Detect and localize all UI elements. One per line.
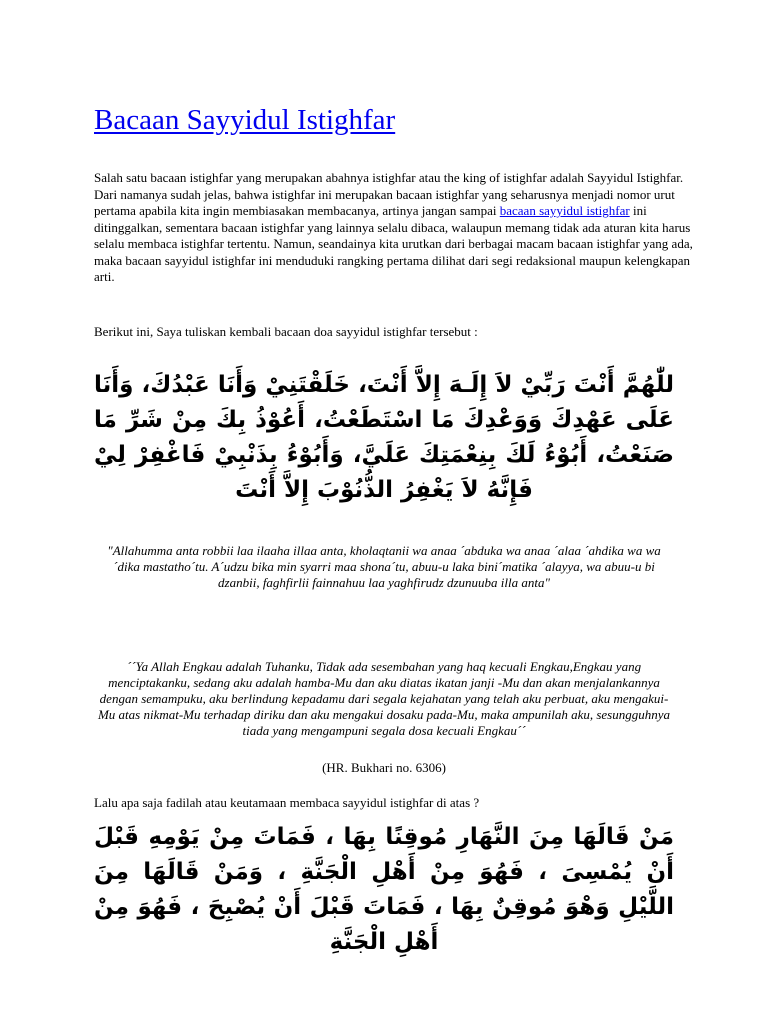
hadith-reference: (HR. Bukhari no. 6306): [322, 760, 446, 775]
intro-text-end: ini ditinggalkan, sementara bacaan istighfar yang lainnya selalu dibaca, walaupun memang tidak ada aturan kita harus selalu membaca istighfar tertentu. Namun, seandainya kita urutkan dari berbagai macam bacaan istighfar yang ada, maka bacaan sayyidul istighfar ini menduduki rangking pertama dilihat dari segi redaksional maupun kelengkapan arti.: [94, 203, 693, 284]
translation-text: ´´Ya Allah Engkau adalah Tuhanku, Tidak ada sesembahan yang haq kecuali Engkau,Engkau yang menciptakanku, sedang aku adalah hamba-Mu dan aku diatas ikatan janji -Mu dan akan menjalankannya dengan semampuku, aku berlindung kepadamu dari segala kejahatan yang telah aku perbuat, aku mengakui-Mu atas nikmat-Mu terhadap diriku dan aku mengakui dosaku pada-Mu, maka ampunilah aku, sesungguhnya tiada yang mengampuni segala dosa kecuali Engkau´´: [97, 659, 671, 738]
page-title[interactable]: Bacaan Sayyidul Istighfar: [94, 104, 396, 136]
transliteration-text: "Allahumma anta robbii laa ilaaha illaa anta, kholaqtanii wa anaa ´abduka wa anaa ´alaa ´ahdika wa wa´dika mastatho´tu. A´udzu bika min syarri maa shona´tu, abuu-u laka bini´matika ´alayya, wa abuu-u bi dzanbii, faghfirlii fainnahuu laa yaghfirudz dzunuuba illa anta": [107, 543, 661, 590]
sayyidul-istighfar-link[interactable]: bacaan sayyidul istighfar: [499, 203, 630, 218]
doa-intro-text: Berikut ini, Saya tuliskan kembali bacaan doa sayyidul istighfar tersebut :: [94, 324, 478, 339]
intro-text-start: Salah satu bacaan istighfar yang merupakan abahnya istighfar atau the king of istighfar adalah Sayyidul Istighfar. Dari namanya sudah jelas, bahwa istighfar ini merupakan bacaan istighfar yang seharusnya menjadi nomor urut pertama apabila kita ingin membiasakan membacanya, artinya jangan sampai: [94, 170, 684, 218]
fadilah-question: Lalu apa saja fadilah atau keutamaan membaca sayyidul istighfar di atas ?: [94, 795, 480, 810]
intro-paragraph: [94, 170, 694, 286]
arabic-fadilah-text: مَنْ قَالَهَا مِنَ النَّهَارِ مُوقِنًا بِهَا ، فَمَاتَ مِنْ يَوْمِهِ قَبْلَ أَنْ يُمْسِىَ ، فَهُوَ مِنْ أَهْلِ الْجَنَّةِ ، وَمَنْ قَالَهَا مِنَ اللَّيْلِ وَهْوَ مُوقِنٌ بِهَا ، فَمَاتَ قَبْلَ أَنْ يُصْبِحَ ، فَهُوَ مِنْ أَهْلِ الْجَنَّةِ: [94, 824, 674, 955]
arabic-doa-text: للّٰهُمَّ أَنْتَ رَبِّيْ لاَ إِلَـهَ إِلاَّ أَنْتَ، خَلَقْتَنِيْ وَأَنَا عَبْدُكَ، وَأَنَا عَلَى عَهْدِكَ وَوَعْدِكَ مَا اسْتَطَعْتُ، أَعُوْذُ بِكَ مِنْ شَرِّ مَا صَنَعْتُ، أَبُوْءُ لَكَ بِنِعْمَتِكَ عَلَيَّ، وَأَبُوْءُ بِذَنْبِيْ فَاغْفِرْ لِيْ فَإِنَّهُ لاَ يَغْفِرُ الذُّنُوْبَ إِلاَّ أَنْتَ: [94, 372, 674, 503]
